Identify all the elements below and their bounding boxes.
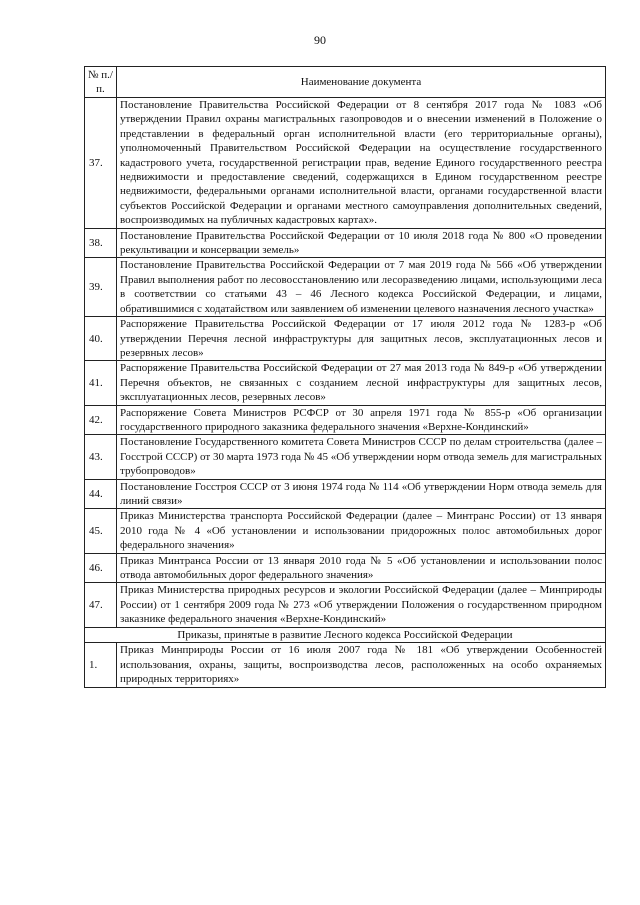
row-num: 47. bbox=[85, 583, 117, 627]
row-num: 44. bbox=[85, 479, 117, 509]
row-text: Распоряжение Правительства Российской Федерации от 27 мая 2013 года № 849-р «Об утверждении Перечня объектов, не связанных с созданием лесной инфраструктуры для защитных лесов, эксплуатационных лесов, резервных лесов» bbox=[117, 361, 606, 405]
row-text: Распоряжение Совета Министров РСФСР от 30 апреля 1971 года № 855-р «Об организации государственного природного заказника федерального значения «Верхне-Кондинский» bbox=[117, 405, 606, 435]
header-name: Наименование документа bbox=[117, 67, 606, 98]
table-row bbox=[85, 317, 606, 361]
row-num: 41. bbox=[85, 361, 117, 405]
table-row bbox=[85, 553, 606, 583]
table-row bbox=[85, 258, 606, 317]
table-row bbox=[85, 435, 606, 479]
table-row bbox=[85, 405, 606, 435]
row-text: Постановление Государственного комитета Совета Министров СССР по делам строительства (далее – Госстрой СССР) от 30 марта 1973 года № 45 «Об утверждении норм отвода земель для магистральных трубопроводов» bbox=[117, 435, 606, 479]
table-header-row bbox=[85, 67, 606, 98]
table-row bbox=[85, 643, 606, 688]
row-num: 42. bbox=[85, 405, 117, 435]
row-num: 37. bbox=[85, 98, 117, 229]
row-text: Приказ Министерства природных ресурсов и экологии Российской Федерации (далее – Минприроды России) от 1 сентября 2009 года № 273 «Об утверждении Положения о государственном природном заказнике федерального значения «Верхне-Кондинский» bbox=[117, 583, 606, 627]
row-num: 43. bbox=[85, 435, 117, 479]
header-num: № п./п. bbox=[85, 67, 117, 98]
row-text: Приказ Минтранса России от 13 января 2010 года № 5 «Об установлении и использовании полос отвода автомобильных дорог федерального значения» bbox=[117, 553, 606, 583]
table-row bbox=[85, 509, 606, 553]
row-num: 46. bbox=[85, 553, 117, 583]
table-row bbox=[85, 361, 606, 405]
row-text: Приказ Минприроды России от 16 июля 2007 года № 181 «Об утверждении Особенностей использования, охраны, защиты, воспроизводства лесов, расположенных на особо охраняемых природных территориях» bbox=[117, 643, 606, 688]
table-row bbox=[85, 98, 606, 229]
section-title: Приказы, принятые в развитие Лесного кодекса Российской Федерации bbox=[85, 627, 606, 642]
documents-table bbox=[84, 66, 606, 688]
row-text: Распоряжение Правительства Российской Федерации от 17 июля 2012 года № 1283-р «Об утверждении Перечня лесной инфраструктуры для защитных лесов, эксплуатационных лесов и резервных лесов» bbox=[117, 317, 606, 361]
table-row bbox=[85, 228, 606, 258]
section-row bbox=[85, 627, 606, 642]
row-num: 39. bbox=[85, 258, 117, 317]
row-num: 40. bbox=[85, 317, 117, 361]
page-number: 90 bbox=[314, 33, 326, 47]
table-row bbox=[85, 583, 606, 627]
row-text: Постановление Правительства Российской Федерации от 10 июля 2018 года № 800 «О проведении рекультивации и консервации земель» bbox=[117, 228, 606, 258]
row-text: Постановление Правительства Российской Федерации от 8 сентября 2017 года № 1083 «Об утверждении Правил охраны магистральных газопроводов и о внесении изменений в Положение о представлении в федеральный орган исполнительной власти (его территориальные органы), уполномоченный Правительством Российской Федерации на осуществление государственного кадастрового учета, государственной регистрации прав, ведение Единого государственного реестра недвижимости и предоставление сведений, содержащихся в Едином государственном реестре недвижимости, федеральными органами исполнительной власти, органами государственной власти субъектов Российской Федерации и органами местного самоуправления дополнительных сведений, воспроизводимых на публичных кадастровых картах». bbox=[117, 98, 606, 229]
row-num: 1. bbox=[85, 643, 117, 688]
row-text: Постановление Госстроя СССР от 3 июня 1974 года № 114 «Об утверждении Норм отвода земель для линий связи» bbox=[117, 479, 606, 509]
row-num: 38. bbox=[85, 228, 117, 258]
row-num: 45. bbox=[85, 509, 117, 553]
row-text: Приказ Министерства транспорта Российской Федерации (далее – Минтранс России) от 13 января 2010 года № 4 «Об установлении и использовании придорожных полос автомобильных дорог федерального значения» bbox=[117, 509, 606, 553]
table-row bbox=[85, 479, 606, 509]
row-text: Постановление Правительства Российской Федерации от 7 мая 2019 года № 566 «Об утверждении Правил выполнения работ по лесовосстановлению или лесоразведению лицами, использующими леса в соответствии со статьями 43 – 46 Лесного кодекса Российской Федерации, и лицами, обратившимися с ходатайством или заявлением об изменении целевого назначения лесного участка» bbox=[117, 258, 606, 317]
